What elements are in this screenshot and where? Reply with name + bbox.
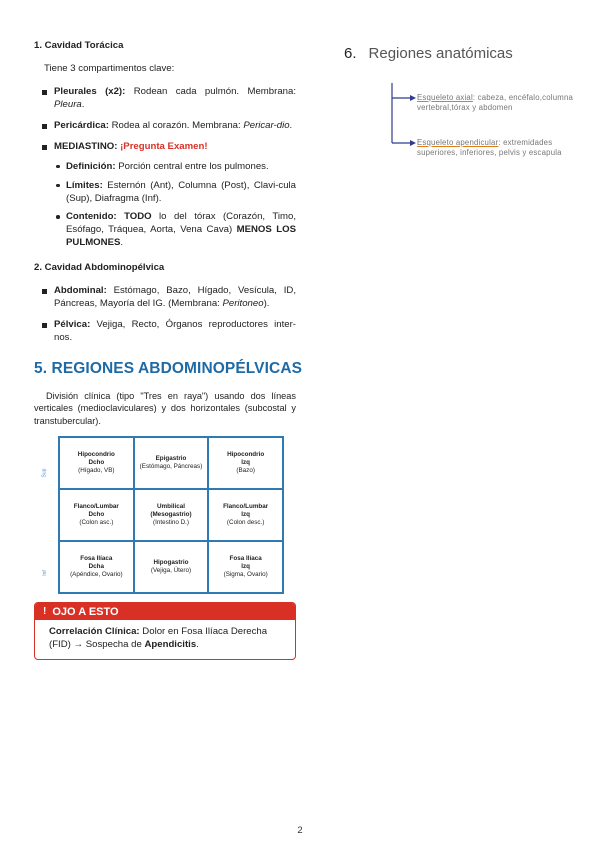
region-cell: Flanco/Lumbar Izq (Colon desc.) bbox=[208, 489, 283, 541]
regiones-abdominopelvicas-title: 5. REGIONES ABDOMINOPÉLVICAS bbox=[34, 360, 303, 377]
callout-body: Correlación Clínica: Dolor en Fosa Ilíaca Derecha (FID) → Sospecha de Apendicitis. bbox=[49, 626, 268, 650]
side-label-inf: Inf bbox=[41, 570, 48, 576]
list-item-pelvica: Pélvica: Vejiga, Recto, Órganos reproductores inter-nos. bbox=[34, 319, 296, 345]
callout-title: OJO A ESTO bbox=[52, 605, 119, 618]
mediastino-sublist bbox=[54, 161, 296, 251]
region-cell: Umbilical (Mesogastrio) (Intestino D.) bbox=[134, 489, 209, 541]
abdominopelvica-list bbox=[34, 285, 296, 345]
regiones-anatomicas-heading: 6. Regiones anatómicas bbox=[344, 45, 513, 62]
region-cell: Flanco/Lumbar Dcho (Colon asc.) bbox=[59, 489, 134, 541]
sublist-item-definicion: Definición: Porción central entre los pulmones. bbox=[54, 161, 296, 174]
arrow-axial-icon bbox=[410, 95, 416, 101]
abdominal-regions-grid bbox=[58, 436, 284, 594]
page-number: 2 bbox=[297, 825, 303, 836]
list-item-abdominal: Abdominal: Estómago, Bazo, Hígado, Vesícula, ID, Páncreas, Mayoría del IG. (Membrana: Peritoneo). bbox=[34, 285, 296, 311]
list-item-pleurales: Pleurales (x2): Rodean cada pulmón. Membrana: Pleura. bbox=[34, 86, 296, 112]
sublist-item-contenido: Contenido: TODO lo del tórax (Corazón, Timo, Esófago, Tráquea, Aorta, Vena Cava) MENOS LOS PULMONES. bbox=[54, 211, 296, 250]
list-item-mediastino: MEDIASTINO: ¡Pregunta Examen! Definición: Porción central entre los pulmones. Límites: Esternón (Ant), Columna (Post), Clavi-cula (Sup), Diafragma (Inf). Contenido: TODO lo del tórax (Corazón, Timo, Esófago, Tráquea, Aorta, Vena Cava) MENOS LOS PULMONES. bbox=[34, 141, 296, 251]
toracica-list bbox=[34, 86, 296, 250]
region-cell: Fosa Ilíaca Izq (Sigma, Ovario) bbox=[208, 541, 283, 593]
ojo-a-esto-callout bbox=[34, 602, 296, 660]
warning-icon: ! bbox=[43, 606, 47, 617]
abdominal-regions-grid-wrap bbox=[34, 434, 296, 596]
callout-header bbox=[35, 603, 295, 620]
sublist-item-limites: Límites: Esternón (Ant), Columna (Post), Clavi-cula (Sup), Diafragma (Inf). bbox=[54, 180, 296, 206]
region-cell: Epigastrio (Estómago, Páncreas) bbox=[134, 437, 209, 489]
region-cell: Hipocondrio Dcho (Hígado, VB) bbox=[59, 437, 134, 489]
section-heading-cavidad-abdominopelvica: 2. Cavidad Abdominopélvica bbox=[34, 262, 165, 274]
region-cell: Hipogastrio (Vejiga, Útero) bbox=[134, 541, 209, 593]
left-column bbox=[34, 40, 296, 353]
region-cell: Hipocondrio Izq (Bazo) bbox=[208, 437, 283, 489]
list-item-pericardica: Pericárdica: Rodea al corazón. Membrana: Pericar-dio. bbox=[34, 120, 296, 133]
intro-text: Tiene 3 compartimentos clave: bbox=[44, 62, 175, 74]
branch-esqueleto-axial: Esqueleto axial: cabeza, encéfalo,columna vertebral,tórax y abdomen bbox=[417, 93, 574, 113]
regiones-paragraph: División clínica (tipo "Tres en raya") usando dos líneas verticales (medioclaviculares) y dos horizontales (subcostal y transtubercular). bbox=[34, 391, 296, 426]
section-heading-cavidad-toracica: 1. Cavidad Torácica bbox=[34, 40, 124, 51]
exam-alert: ¡Pregunta Examen! bbox=[120, 140, 208, 152]
branch-esqueleto-apendicular: Esqueleto apendicular: extremidades superiores, inferiores, pelvis y escapula bbox=[417, 138, 562, 158]
skeleton-tree bbox=[380, 80, 580, 180]
side-label-sup: Sup bbox=[41, 468, 48, 478]
region-cell: Fosa Ilíaca Dcha (Apéndice, Ovario) bbox=[59, 541, 134, 593]
arrow-apendicular-icon bbox=[410, 140, 416, 146]
